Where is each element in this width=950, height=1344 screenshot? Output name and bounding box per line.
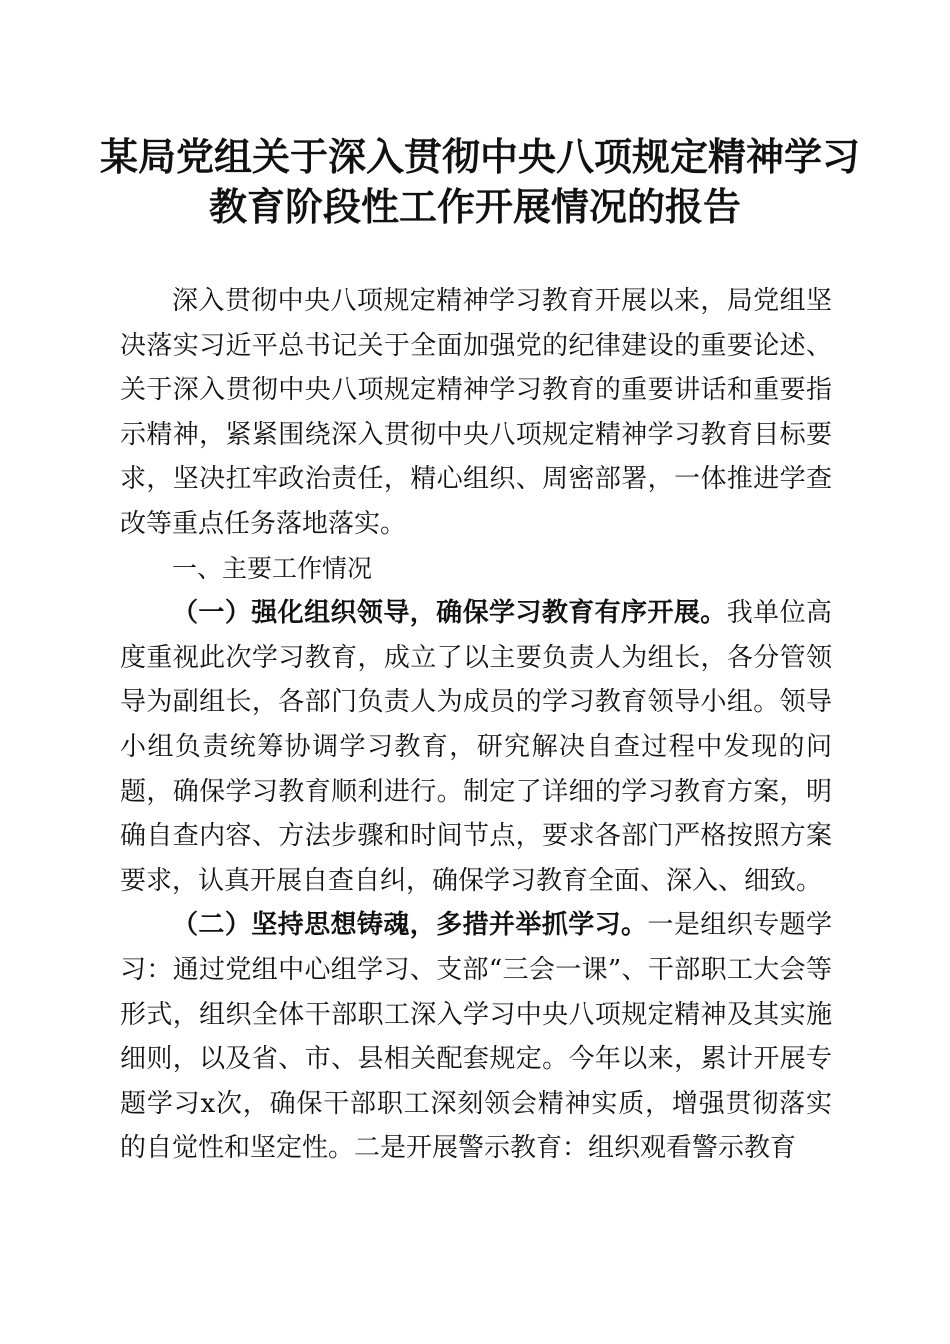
- section-heading-main-work: 一、主要工作情况: [172, 553, 373, 583]
- intro-paragraph: 深入贯彻中央八项规定精神学习教育开展以来，局党组坚决落实习近平总书记关于全面加强党的纪律建设的重要论述、关于深入贯彻中央八项规定精神学习教育的重要讲话和重要指示精神，紧紧围绕深入贯彻中央八项规定精神学习教育目标要求，坚决扛牢政治责任，精心组织、周密部署，一体推进学查改等重点任务落地落实。: [120, 286, 832, 539]
- document-title-line-1: 某局党组关于深入贯彻中央八项规定精神学习: [100, 134, 861, 179]
- paragraph-text-organization-leadership: 我单位高度重视此次学习教育，成立了以主要负责人为组长，各分管领导为副组长，各部门负责人为成员的学习教育领导小组。领导小组负责统筹协调学习教育，研究解决自查过程中发现的问题，确保学习教育顺利进行。制定了详细的学习教育方案，明确自查内容、方法步骤和时间节点，要求各部门严格按照方案要求，认真开展自查自纠，确保学习教育全面、深入、细致。: [120, 598, 832, 896]
- document-title: [100, 132, 861, 232]
- document-title-line-2: 教育阶段性工作开展情况的报告: [208, 184, 741, 229]
- document-body: [120, 279, 832, 1171]
- paragraph-lead-organization-leadership: （一）强化组织领导，确保学习教育有序开展。: [172, 598, 727, 629]
- paragraph-lead-ideological-study: （二）坚持思想铸魂，多措并举抓学习。: [172, 910, 648, 941]
- paragraph-text-ideological-study: 一是组织专题学习：通过党组中心组学习、支部“三会一课”、干部职工大会等形式，组织全体干部职工深入学习中央八项规定精神及其实施细则，以及省、市、县相关配套规定。今年以来，累计开展专题学习x次，确保干部职工深刻领会精神实质，增强贯彻落实的自觉性和坚定性。二是开展警示教育：组织观看警示教育: [120, 910, 832, 1164]
- paragraph-ideological-study: [120, 903, 832, 1171]
- paragraph-organization-leadership: [120, 591, 832, 903]
